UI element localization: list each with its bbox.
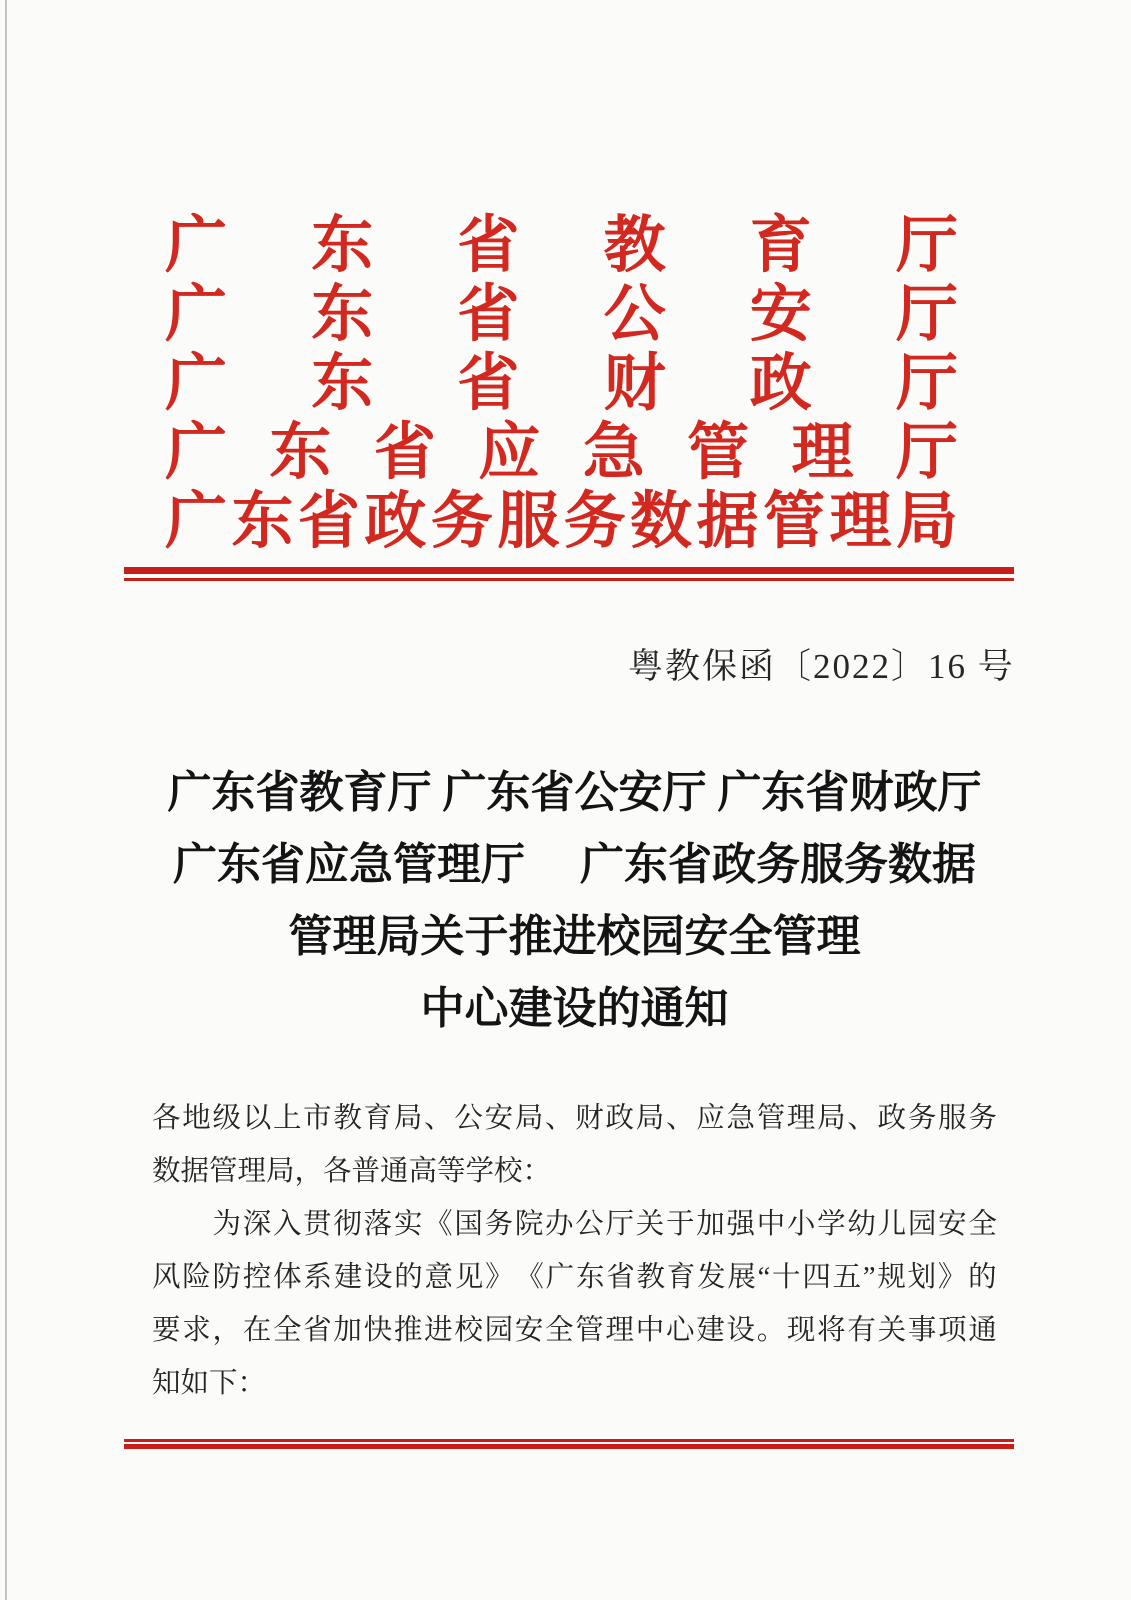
document-title bbox=[152, 757, 997, 1045]
body-text-line: 数据管理局，各普通高等学校： bbox=[152, 1156, 552, 1187]
separator-thick-line bbox=[124, 1444, 1014, 1449]
title-line: 中心建设的通知 bbox=[420, 984, 729, 1033]
agency-name-line: 广 东 省 教 育 厅 bbox=[165, 212, 958, 280]
letterhead bbox=[165, 212, 958, 557]
title-line: 广东省应急管理厅 广东省政务服务数据 bbox=[173, 840, 976, 889]
agency-name-line: 广 东 省 应 急 管 理 厅 bbox=[165, 419, 958, 487]
agency-name-line: 广 东 省 财 政 厅 bbox=[165, 350, 958, 418]
agency-name-line: 广 东 省 政 务 服 务 数 据 管 理 局 bbox=[165, 488, 958, 556]
body-text-line: 各 地 级 以 上 市 教 育 局 、 公 安 局 、 财 政 局 、 应 急 管 理 局 、 政 务 服 务 bbox=[152, 1103, 997, 1134]
separator-thick-line bbox=[124, 567, 1014, 574]
separator-thin-line bbox=[124, 578, 1014, 581]
title-line: 广东省教育厅 广东省公安厅 广东省财政厅 bbox=[167, 768, 982, 817]
body-text-line: 为 深 入 贯 彻 落 实 《 国 务 院 办 公 厅 关 于 加 强 中 小 学 幼 儿 园 安 全 bbox=[212, 1209, 997, 1240]
letterhead-separator-rule bbox=[124, 567, 1014, 581]
title-line: 管理局关于推进校园安全管理 bbox=[288, 912, 861, 961]
agency-name-line: 广 东 省 公 安 厅 bbox=[165, 281, 958, 349]
footer-separator-rule bbox=[124, 1439, 1014, 1449]
body-text-line: 风 险 防 控 体 系 建 设 的 意 见 》 《 广 东 省 教 育 发 展 “ 十 四 五 ” 规 划 》 的 bbox=[152, 1262, 997, 1293]
scan-edge-artifact bbox=[5, 0, 7, 1600]
body-text-line: 要 求 ， 在 全 省 加 快 推 进 校 园 安 全 管 理 中 心 建 设 。 现 将 有 关 事 项 通 bbox=[152, 1315, 997, 1346]
document-body bbox=[152, 1092, 997, 1410]
document-number: 粤教保函〔2022〕16 号 bbox=[628, 647, 1015, 686]
body-text-line: 知如下： bbox=[152, 1368, 267, 1399]
